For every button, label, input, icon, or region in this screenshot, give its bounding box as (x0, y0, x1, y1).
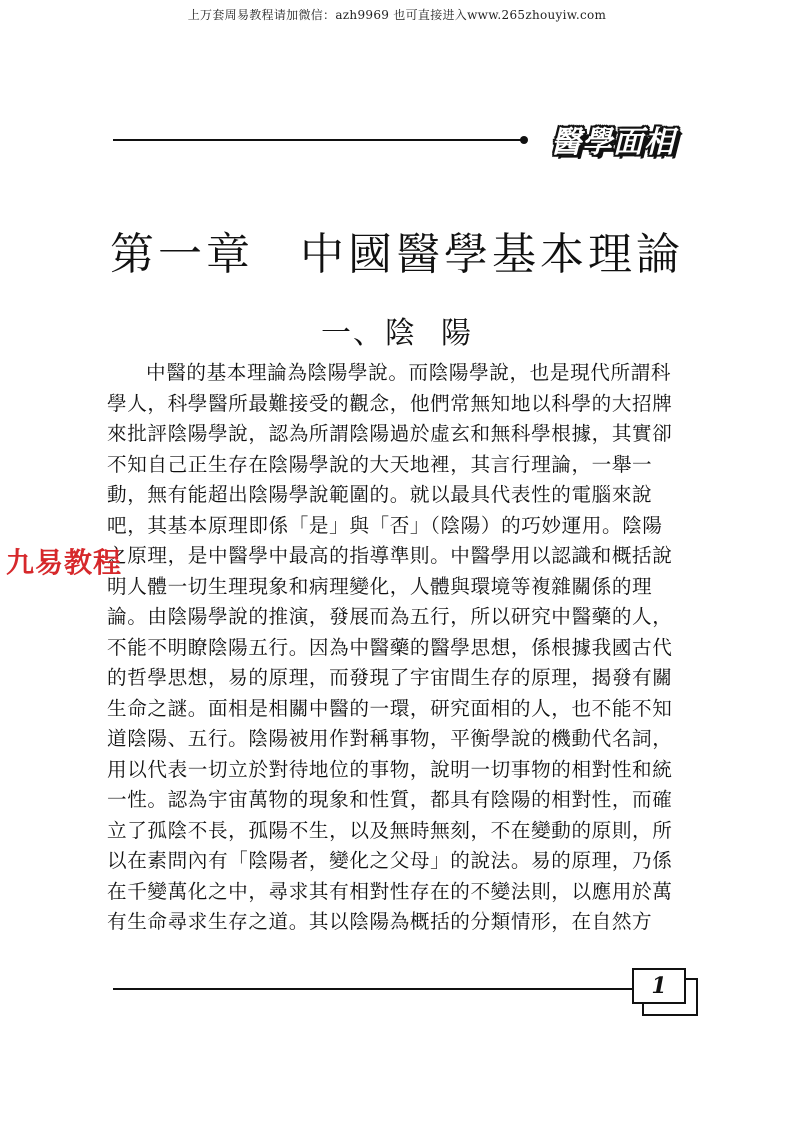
body-text (107, 358, 693, 938)
body-line: 不能不明瞭陰陽五行。因為中醫藥的醫學思想，係根據我國古代 (107, 635, 673, 659)
body-line: 論。由陰陽學說的推演，發展而為五行，所以研究中醫藥的人， (107, 605, 673, 628)
chapter-name: 中國醫學基本理論 (300, 229, 684, 280)
body-line: 學人，科學醫所最難接受的觀念，他們常無知地以科學的大招牌 (107, 391, 673, 415)
page-number: 1 (651, 973, 667, 999)
section-name: 陽 (441, 316, 473, 351)
footer-rule (113, 988, 633, 990)
body-line: 生命之謎。面相是相關中醫的一環，研究面相的人，也不能不知 (107, 696, 673, 720)
body-line: 用以代表一切立於對待地位的事物，說明一切事物的相對性和統 (107, 757, 673, 781)
body-line: 以在素問內有「陰陽者，變化之父母」的說法。易的原理，乃係 (107, 849, 673, 872)
body-line: 吧，其基本原理即係「是」與「否」（陰陽）的巧妙運用。陰陽 (107, 513, 663, 537)
body-line: 中醫的基本理論為陰陽學說。而陰陽學說，也是現代所謂科 (146, 361, 672, 384)
header-rule (113, 139, 523, 141)
body-line: 立了孤陰不長，孤陽不生，以及無時無刻，不在變動的原則，所 (107, 818, 673, 842)
body-line: 道陰陽、五行。陰陽被用作對稱事物，平衡學說的機動代名詞， (107, 727, 673, 750)
chapter-number: 第一章 (110, 229, 254, 280)
body-line: 之原理，是中醫學中最高的指導準則。中醫學用以認識和概括說 (107, 544, 673, 567)
header-rule-dot (520, 136, 528, 144)
top-note: 上万套周易教程请加微信：azh9969 也可直接进入www.265zhouyiw.com (187, 8, 607, 22)
body-line: 的哲學思想，易的原理，而發現了宇宙間生存的原理，揭發有關 (107, 666, 673, 689)
section-title (0, 308, 794, 352)
watermark: 九易教程 (6, 546, 123, 579)
body-line: 明人體一切生理現象和病理變化，人體與環境等複雜關係的理 (107, 574, 653, 598)
body-line: 一性。認為宇宙萬物的現象和性質，都具有陰陽的相對性，而確 (107, 788, 673, 811)
body-line: 有生命尋求生存之道。其以陰陽為概括的分類情形，在自然方 (107, 910, 653, 933)
body-line: 在千變萬化之中，尋求其有相對性存在的不變法則，以應用於萬 (107, 879, 673, 903)
body-line: 動，無有能超出陰陽學說範圍的。就以最具代表性的電腦來說 (107, 483, 653, 506)
section-number: 一、陰 (321, 316, 417, 351)
chapter-title (0, 218, 794, 282)
body-line: 來批評陰陽學說，認為所謂陰陽過於虛玄和無科學根據，其實卻 (107, 422, 673, 445)
body-line: 不知自己正生存在陰陽學說的大天地裡，其言行理論，一舉一 (107, 452, 653, 476)
book-title-logo: 醫學面相 (551, 125, 675, 160)
